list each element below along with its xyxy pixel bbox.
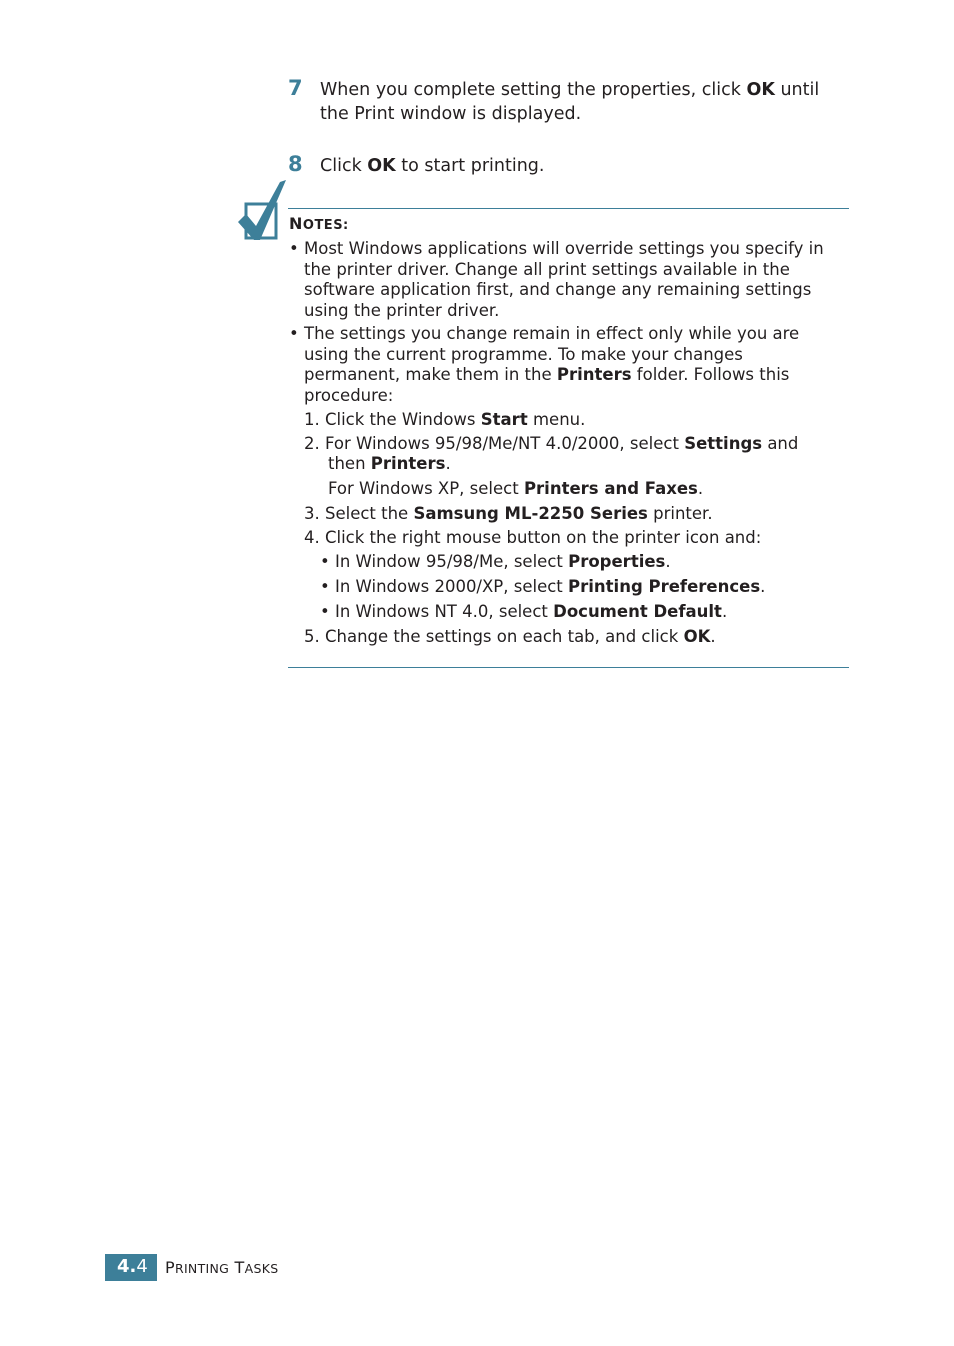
step-7-number: 7 <box>288 76 303 100</box>
note-bullet-2-marker: • <box>289 324 299 343</box>
chapter-number: 4. <box>117 1256 137 1277</box>
footer-chapter-title: PRINTING TASKS <box>165 1258 279 1277</box>
procedure-step-1: 1. Click the Windows Start menu. <box>304 410 586 429</box>
step-8-text: Click OK to start printing. <box>320 156 545 176</box>
step-8-number: 8 <box>288 152 303 176</box>
procedure-step-2: 2. For Windows 95/98/Me/NT 4.0/2000, select Settings and <box>304 434 799 453</box>
note-bullet-1-marker: • <box>289 239 299 258</box>
step-7-text: When you complete setting the properties, click OK until the Print window is displayed. <box>320 80 820 124</box>
notes-title: NOTES: <box>289 214 349 233</box>
procedure-step-2-cont: then Printers. <box>328 454 451 473</box>
procedure-substep-3: • In Windows NT 4.0, select Document Default. <box>320 602 728 621</box>
procedure-step-5: 5. Change the settings on each tab, and click OK. <box>304 627 716 646</box>
page-number-box <box>105 1254 157 1281</box>
page-number: 4 <box>136 1256 148 1277</box>
procedure-step-2-xp: For Windows XP, select Printers and Faxes. <box>328 479 704 498</box>
procedure-substep-2: • In Windows 2000/XP, select Printing Preferences. <box>320 577 766 596</box>
note-bullet-2: The settings you change remain in effect only while you are using the current programme. To make your changes permanent, make them in the Printers folder. Follows this procedure: <box>304 324 800 405</box>
notes-bottom-rule <box>288 667 849 668</box>
procedure-substep-1: • In Window 95/98/Me, select Properties. <box>320 552 671 571</box>
note-bullet-1: Most Windows applications will override settings you specify in the printer driver. Change all print settings available in the software application first, and change any remaining settings using the printer driver. <box>304 239 824 320</box>
procedure-step-3: 3. Select the Samsung ML-2250 Series printer. <box>304 504 713 523</box>
checkmark-note-icon <box>236 178 288 242</box>
notes-top-rule <box>288 208 849 209</box>
procedure-step-4: 4. Click the right mouse button on the printer icon and: <box>304 528 762 547</box>
